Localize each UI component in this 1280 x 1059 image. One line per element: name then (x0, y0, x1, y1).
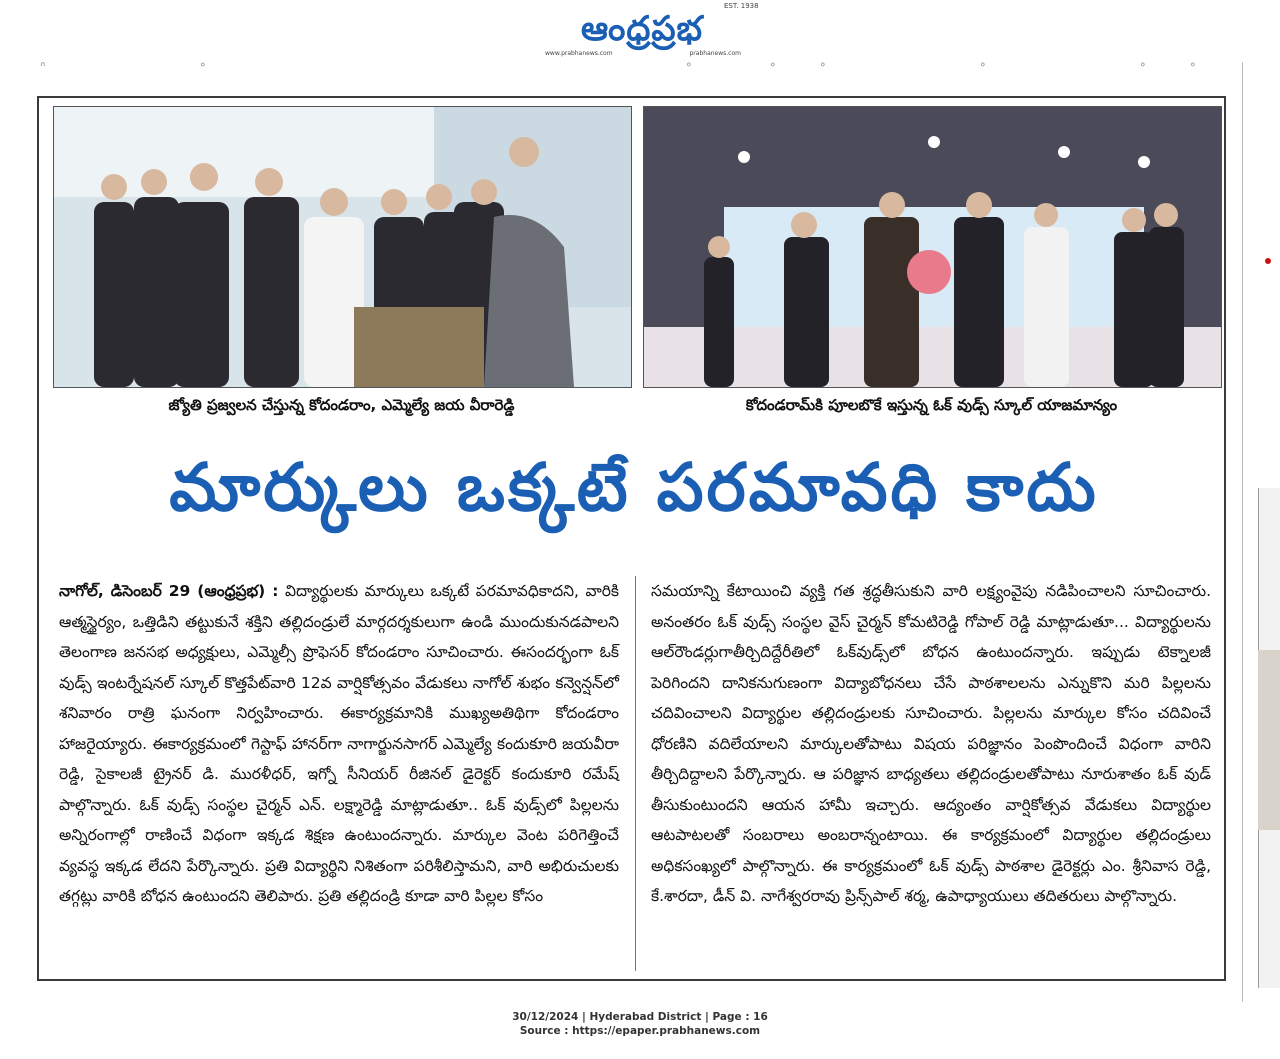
footer-edition-info: 30/12/2024 | Hyderabad District | Page : 16 (512, 1011, 768, 1023)
photo-caption-left: జ్యోతి ప్రజ్వలన చేస్తున్న కోదండరాం, ఎమ్మెల్యే జయ వీరారెడ్డి (168, 396, 515, 414)
adjacent-article-fragment: ᐢ ᐤ ᐤ ᐤ ᐤ ᐤ ᐤ ᐤ (40, 60, 1196, 76)
newspaper-logo: ఆంధ్రప్రభ (580, 9, 704, 49)
article-column-left (59, 576, 619, 912)
right-edge-dot (1265, 258, 1271, 264)
page-footer (0, 1010, 1280, 1038)
article-clipping (37, 96, 1226, 981)
masthead (0, 0, 1280, 62)
column-divider (635, 576, 636, 971)
article-headline: మార్కులు ఒక్కటే పరమావధి కాదు (169, 449, 1099, 526)
photo-lamp-lighting-image (54, 107, 631, 387)
photo-lamp-lighting (53, 106, 632, 388)
photo-bouquet-presentation (643, 106, 1222, 388)
logo-est-text: EST. 1938 (724, 2, 759, 10)
logo-tagline (545, 50, 741, 57)
right-edge-rule (1242, 62, 1243, 1002)
footer-source-link: Source : https://epaper.prabhanews.com (519, 1025, 761, 1037)
photo-caption-right: కోదండరామ్‌కి పూలబొకే ఇస్తున్న ఓక్ వుడ్స్ స్కూల్ యాజమాన్యం (745, 396, 1118, 414)
article-column-right (651, 576, 1211, 912)
photo-bouquet-presentation-image (644, 107, 1221, 387)
article-dateline: నాగోల్, డిసెంబర్ 29 (ఆంధ్రప్రభ) : (59, 582, 279, 600)
article-body-right: సమయాన్ని కేటాయించి వ్యక్తి గత శ్రద్ధతీసుకుని వారి లక్ష్యంవైపు నడిపించాలని సూచించారు. అనంతరం ఓక్ వుడ్స్ సంస్థల వైస్ చైర్మన్ కోమటిరెడ్డి గోపాల్ రెడ్డి మాట్లాడుతూ... విద్యార్థులను ఆల్‌రౌండర్లుగాతీర్చిదిద్దేరీతిలో ఓక్‌వుడ్స్‌లో బోధన ఉంటుందన్నారు. ఇప్పుడు టెక్నాలజీ పెరిగిందని దానికనుగుణంగా విద్యాబోధనలు చేసే పాఠశాలలను ఎన్నుకొని మరి పిల్లలను చదివించాలని విద్యార్థుల తల్లిదండ్రులకు సూచించారు. పిల్లలను మార్కుల కోసం చదివించే ధోరణిని వదిలేయాలని మార్కులతోపాటు విషయ పరిజ్ఞానం పెంపొందించే విధంగా వారిని తీర్చిదిద్దాలని పేర్కొన్నారు. ఆ పరిజ్ఞాన బాధ్యతలు తల్లిదండ్రులతోపాటు నూరుశాతం ఓక్ వుడ్ తీసుకుంటుందని ఆయన హామీ ఇచ్చారు. ఆద్యంతం వార్షికోత్సవ వేడుకలు విద్యార్థుల ఆటపాటలతో సంబరాలు అంబరాన్నంటాయి. ఈ కార్యక్రమంలో విద్యార్థుల తల్లిదండ్రులు అధికసంఖ్యలో పాల్గొన్నారు. ఈ కార్యక్రమంలో ఓక్ వుడ్స్ పాఠశాల డైరెక్టర్లు ఎం. శ్రీనివాస రెడ్డి, కే.శారదా, డీన్ వి. నాగేశ్వరరావు ప్రిన్స్‌పాల్ శర్మ, ఉపాధ్యాయులు తదితరులు పాల్గొన్నారు. (651, 582, 1211, 905)
article-body-left: విద్యార్థులకు మార్కులు ఒక్కటే పరమావధికాదని, వారికి ఆత్మస్థైర్యం, ఒత్తిడిని తట్టుకునే శక్తిని తల్లిదండ్రులే మార్గదర్శకులుగా ఉండి ముందుకునడపాలని తెలంగాణ జనసభ అధ్యక్షులు, ఎమ్మెల్సీ ప్రొఫెసర్ కోదండరాం సూచించారు. ఈసందర్భంగా ఓక్ వుడ్స్ ఇంటర్నేషనల్ స్కూల్ కొత్తపేట్‌వారి 12వ వార్షికోత్సవం వేడుకలు నాగోల్ శుభం కన్వెన్షన్‌లో శనివారం రాత్రి ఘనంగా నిర్వహించారు. ఈకార్యక్రమానికి ముఖ్యఅతిథిగా కోదండరాం హాజరైయ్యారు. ఈకార్యక్రమంలో గెస్టాఫ్ హానర్‌గా నాగార్జునసాగర్ ఎమ్మెల్యే కందుకూరి జయవీరా రెడ్డి, సైకాలజీ ట్రైనర్ డి. మురళీధర్, ఇగ్నో సీనియర్ రీజినల్ డైరెక్టర్ కందుకూరి రమేష్ పాల్గొన్నారు. ఓక్ వుడ్స్ సంస్థల చైర్మన్ ఎన్. లక్ష్మారెడ్డి మాట్లాడుతూ.. ఓక్ వుడ్స్‌లో పిల్లలను అన్నిరంగాల్లో రాణించే విధంగా ఇక్కడ శిక్షణ ఉంటుందన్నారు. మార్కుల వెంట పరిగెత్తించే వ్యవస్థ ఇక్కడ లేదని పేర్కొన్నారు. ప్రతి విద్యార్థిని నిశితంగా పరిశీలిస్తామని, వారి అభిరుచులకు తగ్గట్లు వారికి బోధన ఉంటుందని తెలిపారు. ప్రతి తల్లిదండ్రి కూడా వారి పిల్లల కోసం (59, 582, 619, 905)
right-edge-photo (1258, 650, 1280, 830)
logo-tag-right: prabhanews.com (689, 50, 741, 57)
logo-tag-left: www.prabhanews.com (545, 50, 613, 57)
